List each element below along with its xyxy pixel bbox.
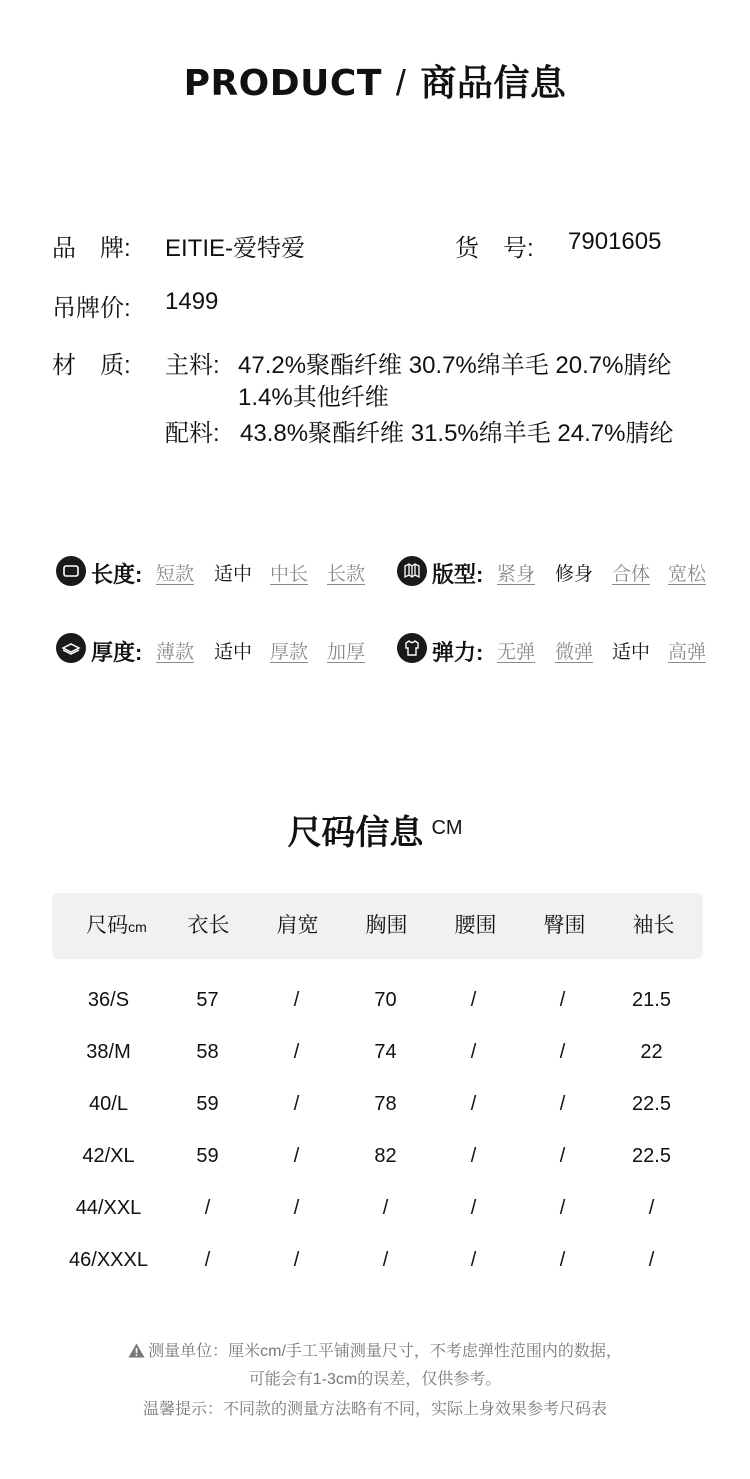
table-cell: 22.5	[632, 1093, 671, 1115]
header-size-unit: cm	[128, 919, 147, 935]
table-cell: 22	[640, 1041, 663, 1063]
price-label: 吊牌价:	[52, 295, 131, 322]
table-cell: /	[293, 1041, 300, 1063]
brand-label: 品 牌:	[52, 235, 131, 262]
elasticity-icon	[397, 633, 427, 663]
fit-title: 版型:	[432, 562, 484, 587]
table-cell: /	[559, 1093, 566, 1115]
length-title: 长度:	[91, 562, 143, 587]
table-cell: /	[559, 989, 566, 1011]
table-cell: /	[559, 1249, 566, 1271]
length-icon	[56, 556, 86, 586]
table-cell: 42/XL	[82, 1145, 135, 1167]
length-option-short: 短款	[156, 564, 195, 585]
thickness-option-thick: 厚款	[270, 642, 309, 663]
lining-label: 配料:	[165, 420, 220, 447]
main-material-line2: 1.4%其他纤维	[238, 384, 389, 411]
table-cell: /	[382, 1197, 389, 1219]
table-cell: 38/M	[86, 1041, 131, 1063]
table-cell: 82	[374, 1145, 397, 1167]
header-waist: 腰围	[454, 914, 497, 937]
thickness-title: 厚度:	[91, 640, 143, 665]
thickness-option-extra-thick: 加厚	[327, 642, 366, 663]
table-cell: /	[559, 1145, 566, 1167]
table-cell: 78	[374, 1093, 397, 1115]
table-cell: /	[470, 1197, 477, 1219]
header-hip: 臀围	[543, 914, 586, 937]
fit-option-regular: 合体	[612, 564, 651, 585]
page-title	[0, 55, 750, 106]
table-cell: /	[293, 1197, 300, 1219]
table-cell: /	[293, 1249, 300, 1271]
note-line3: 温馨提示：不同款的测量方法略有不同，实际上身效果参考尺码表	[142, 1401, 607, 1418]
elasticity-option-medium: 适中	[612, 642, 651, 663]
table-cell: /	[559, 1197, 566, 1219]
price-value: 1499	[165, 288, 219, 315]
table-cell: /	[204, 1197, 211, 1219]
elasticity-title: 弹力:	[432, 640, 484, 665]
table-cell: /	[648, 1197, 655, 1219]
table-cell: 74	[374, 1041, 397, 1063]
main-material-label: 主料:	[165, 352, 220, 379]
table-cell: 40/L	[89, 1093, 128, 1115]
header-chest: 胸围	[365, 914, 408, 937]
table-cell: 46/XXXL	[69, 1249, 148, 1271]
length-option-medium: 适中	[214, 564, 253, 585]
table-cell: /	[470, 1093, 477, 1115]
header-size-label: 尺码	[86, 914, 129, 937]
fit-option-slim: 修身	[555, 564, 594, 585]
table-cell: /	[559, 1041, 566, 1063]
header-shoulder: 肩宽	[276, 914, 319, 937]
table-cell: 22.5	[632, 1145, 671, 1167]
table-cell: /	[470, 989, 477, 1011]
size-title-unit: CM	[431, 817, 463, 839]
size-title-text: 尺码信息	[287, 814, 424, 852]
table-cell: 57	[196, 989, 219, 1011]
sku-value: 7901605	[568, 228, 662, 255]
table-cell: /	[293, 989, 300, 1011]
material-label: 材 质:	[52, 352, 131, 379]
table-cell: 59	[196, 1145, 219, 1167]
warning-icon	[128, 1343, 145, 1363]
header-size	[72, 893, 161, 959]
thickness-option-medium: 适中	[214, 642, 253, 663]
table-cell: /	[382, 1249, 389, 1271]
size-section-title	[0, 805, 750, 854]
table-cell: /	[470, 1041, 477, 1063]
table-cell: 58	[196, 1041, 219, 1063]
fit-option-tight: 紧身	[497, 564, 536, 585]
title-cn: 商品信息	[420, 62, 567, 103]
note-line1-text: 测量单位：厘米cm/手工平铺测量尺寸，不考虑弹性范围内的数据，	[148, 1343, 622, 1360]
title-en: PRODUCT	[183, 63, 382, 104]
header-length: 衣长	[187, 914, 230, 937]
length-option-long: 长款	[327, 564, 366, 585]
elasticity-option-slight: 微弹	[555, 642, 594, 663]
main-material-line1: 47.2%聚酯纤维 30.7%绵羊毛 20.7%腈纶	[238, 352, 672, 379]
header-sleeve: 袖长	[632, 914, 675, 937]
lining-value: 43.8%聚酯纤维 31.5%绵羊毛 24.7%腈纶	[240, 420, 674, 447]
length-option-mid-long: 中长	[270, 564, 309, 585]
table-cell: /	[204, 1249, 211, 1271]
size-table-header	[52, 893, 703, 959]
table-cell: 21.5	[632, 989, 671, 1011]
elasticity-option-high: 高弹	[668, 642, 707, 663]
table-cell: 59	[196, 1093, 219, 1115]
elasticity-option-none: 无弹	[497, 642, 536, 663]
table-cell: /	[470, 1145, 477, 1167]
fit-option-loose: 宽松	[668, 564, 707, 585]
note-line1	[0, 1338, 750, 1363]
sku-label: 货 号:	[455, 235, 534, 262]
note-line2: 可能会有1-3cm的误差，仅供参考。	[248, 1371, 502, 1388]
thickness-option-thin: 薄款	[156, 642, 195, 663]
table-cell: /	[293, 1145, 300, 1167]
table-cell: 44/XXL	[75, 1197, 142, 1219]
table-cell: /	[648, 1249, 655, 1271]
thickness-icon	[56, 633, 86, 663]
table-cell: /	[470, 1249, 477, 1271]
table-cell: 36/S	[87, 989, 130, 1011]
brand-value: EITIE-爱特爱	[165, 235, 306, 262]
fit-icon	[397, 556, 427, 586]
table-cell: /	[293, 1093, 300, 1115]
title-slash: /	[395, 62, 407, 103]
table-cell: 70	[374, 989, 397, 1011]
